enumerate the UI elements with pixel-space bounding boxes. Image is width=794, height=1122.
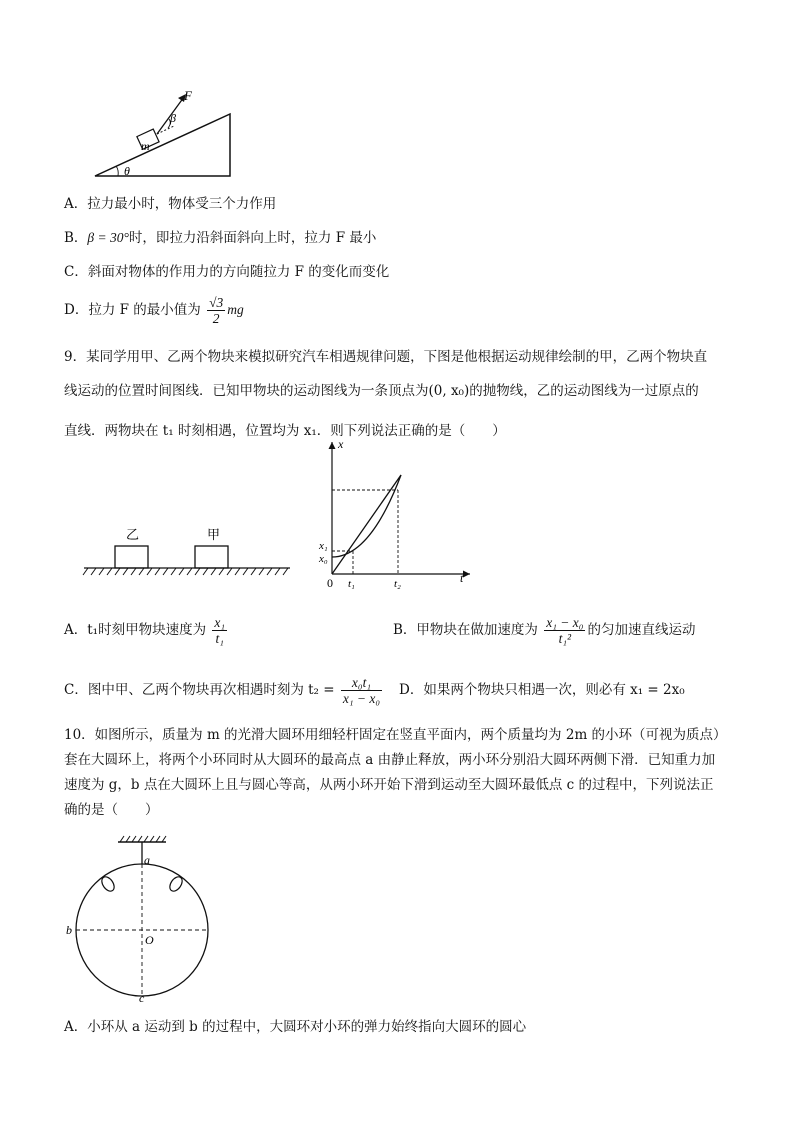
q8-option-d-num: √3 [209,295,224,310]
q9-option-c-num: x₀t₁ [341,675,382,691]
q9-option-b-prefix: B．甲物块在做加速度为 [393,622,538,638]
q8-option-b-prefix: B． [64,230,88,246]
q8-option-a: A．拉力最小时，物体受三个力作用 [64,196,277,212]
q8-option-d [64,290,244,330]
block-yi-label: 乙 [126,527,140,542]
q9-option-d: D．如果两个物块只相遇一次，则必有 x₁ = 2x₀ [399,682,685,698]
q10-stem-line4: 确的是（ ） [64,802,159,818]
q9-option-a-fraction [212,615,227,646]
x0-label: x₀ [319,553,328,565]
q9-stem-line2: 线运动的位置时间图线．已知甲物块的运动图线为一条顶点为(0, x₀)的抛物线，乙的运动图线为一过原点的 [64,383,699,399]
curve-jia [332,475,401,557]
ring-figure [66,830,226,1002]
label-theta: θ [124,164,130,178]
block-jia [195,546,228,568]
q9-option-c-prefix: C．图中甲、乙两个物块再次相遇时刻为 t₂ = [64,682,335,698]
theta-arc [116,166,118,176]
q9-stem-line3: 直线．两物块在 t₁ 时刻相遇，位置均为 x₁．则下列说法正确的是（ ） [64,423,506,439]
q9-option-a [64,610,229,650]
q9-stem-line1: 9．某同学用甲、乙两个物块来模拟研究汽车相遇规律问题，下图是他根据运动规律绘制的甲，乙两个物块直 [64,349,708,365]
label-F: F [184,88,192,103]
q9-option-a-num: x₁ [214,615,226,630]
incline-figure [90,88,250,184]
block-yi [115,546,148,568]
q8-option-d-den: 2 [212,311,220,326]
t2-label: t₂ [394,578,401,590]
q9-option-b-suffix: 的匀加速直线运动 [587,622,696,638]
t1-label: t₁ [348,578,355,590]
incline-triangle [95,114,230,176]
axis-x-label: x [338,437,344,451]
q9-option-c-fraction [341,675,382,706]
label-m: m [141,139,150,153]
origin-label: 0 [327,576,333,590]
xt-graph [310,434,482,594]
q9-option-c-den: x₁ − x₀ [342,691,381,706]
label-O: O [145,933,154,947]
q8-option-b-expr: β = 30° [87,230,129,245]
q9-option-b-den: t₁² [558,631,572,646]
q9-option-c [64,670,384,710]
q9-option-b-fraction [544,615,585,646]
label-c: c [139,991,145,1002]
q8-option-b-suffix: 时，即拉力沿斜面斜向上时，拉力 F 最小 [128,230,377,246]
q8-option-b [64,228,376,248]
q8-option-d-fraction [207,295,225,326]
label-beta: β [170,111,176,125]
ground-hatching [83,568,288,575]
q8-option-d-suffix: mg [227,302,244,317]
ceiling-hatching [120,836,166,842]
label-b: b [66,923,72,937]
q9-option-a-prefix: A．t₁时刻甲物块速度为 [64,622,207,638]
q8-option-c: C．斜面对物体的作用力的方向随拉力 F 的变化而变化 [64,264,390,280]
q9-option-b [393,610,695,650]
q10-stem-line2: 套在大圆环上，将两个小环同时从大圆环的最高点 a 由静止释放，两小环分别沿大圆环两侧下滑．已知重力加 [64,752,716,768]
axis-t-label: t [460,571,464,585]
q9-option-b-num: x₁ − x₀ [546,615,584,630]
blocks-figure [82,522,294,582]
q10-stem-line3: 速度为 g，b 点在大圆环上且与圆心等高，从两小环开始下滑到运动至大圆环最低点 c 的过程中，下列说法正 [64,777,714,793]
label-a: a [144,853,150,867]
q10-stem-line1: 10．如图所示，质量为 m 的光滑大圆环用细轻杆固定在竖直平面内，两个质量均为 2m 的小环（可视为质点） [64,727,727,743]
q10-option-a: A．小环从 a 运动到 b 的过程中，大圆环对小环的弹力始终指向大圆环的圆心 [64,1019,527,1035]
q8-option-d-prefix: D．拉力 F 的最小值为 [64,302,201,318]
block-jia-label: 甲 [207,527,221,542]
x1-label: x₁ [319,540,328,552]
q9-option-a-den: t₁ [215,631,224,646]
